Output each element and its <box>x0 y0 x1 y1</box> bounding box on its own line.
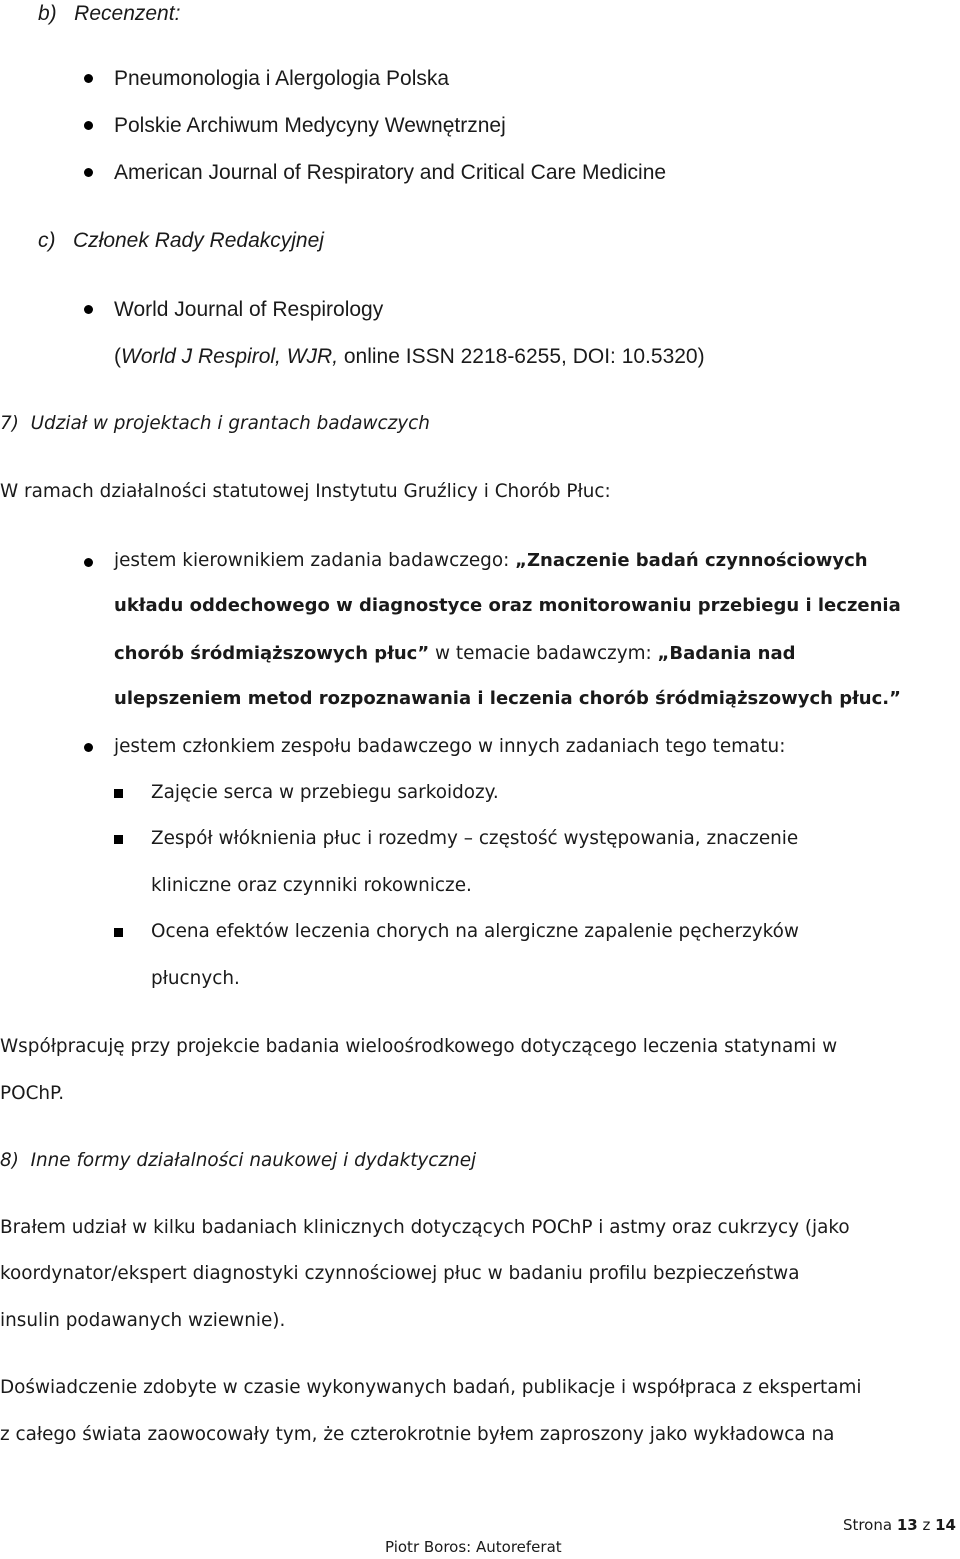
bullet-icon <box>84 305 93 314</box>
section-7-intro: W ramach działalności statutowej Instytutu Gruźlicy i Chorób Płuc: <box>0 481 611 502</box>
page-prefix: Strona <box>842 1516 897 1534</box>
bullet1-line1 <box>114 550 868 572</box>
section-b-heading: b) Recenzent: <box>38 2 181 25</box>
journal-abbrev: World J Respirol, WJR, <box>121 345 339 368</box>
topic-title-part2: ulepszeniem metod rozpoznawania i leczenia chorób śródmiąższowych płuc.” <box>114 688 901 709</box>
square-bullet-icon <box>114 928 123 937</box>
task-title-part3: chorób śródmiąższowych płuc” <box>114 643 430 664</box>
subitem-continuation: płucnych. <box>151 968 240 989</box>
footer-author: Piotr Boros: Autoreferat <box>385 1538 562 1556</box>
bullet-icon <box>84 168 93 177</box>
list-item: Pneumonologia i Alergologia Polska <box>114 67 450 90</box>
section-7-heading: 7) Udział w projektach i grantach badawczych <box>0 413 430 434</box>
page-mid: z <box>917 1516 936 1534</box>
square-bullet-icon <box>114 835 123 844</box>
paragraph-line: Doświadczenie zdobyte w czasie wykonywanych badań, publikacje i współpraca z ekspertami <box>0 1377 862 1398</box>
paragraph-line: insulin podawanych wziewnie). <box>0 1310 286 1331</box>
bullet2-text: jestem członkiem zespołu badawczego w innych zadaniach tego tematu: <box>114 736 786 757</box>
paren-open: ( <box>114 345 121 368</box>
journal-details <box>114 345 705 369</box>
paragraph-line: koordynator/ekspert diagnostyki czynnościowej płuc w badaniu profilu bezpieczeństwa <box>0 1263 800 1284</box>
page-number <box>843 1517 956 1534</box>
subitem: Ocena efektów leczenia chorych na alergiczne zapalenie pęcherzyków <box>151 921 799 942</box>
topic-title-part1: „Badania nad <box>657 643 796 664</box>
task-title-part2: układu oddechowego w diagnostyce oraz monitorowaniu przebiegu i leczenia <box>114 595 901 616</box>
bullet1-prefix: jestem kierownikiem zadania badawczego: <box>114 550 516 571</box>
list-item: American Journal of Respiratory and Critical Care Medicine <box>114 161 667 184</box>
page-current: 13 <box>896 1516 918 1534</box>
page-total: 14 <box>935 1516 956 1534</box>
subitem: Zajęcie serca w przebiegu sarkoidozy. <box>151 782 499 803</box>
subitem: Zespół włóknienia płuc i rozedmy – częstość występowania, znaczenie <box>151 828 799 849</box>
bullet-icon <box>84 743 93 752</box>
bullet1-mid: w temacie badawczym: <box>429 643 658 664</box>
subitem-continuation: kliniczne oraz czynniki rokownicze. <box>151 875 472 896</box>
bullet-icon <box>84 74 93 83</box>
paragraph-line: Brałem udział w kilku badaniach klinicznych dotyczących POChP i astmy oraz cukrzycy (jako <box>0 1217 850 1238</box>
list-item: World Journal of Respirology <box>114 298 384 321</box>
bullet-icon <box>84 121 93 130</box>
journal-issn-doi: online ISSN 2218-6255, DOI: 10.5320) <box>338 345 705 368</box>
task-title-part1: „Znaczenie badań czynnościowych <box>515 550 868 571</box>
paragraph-line: z całego świata zaowocowały tym, że czterokrotnie byłem zaproszony jako wykładowca na <box>0 1424 835 1445</box>
bullet-icon <box>84 558 93 567</box>
cooperation-line1: Współpracuję przy projekcie badania wieloośrodkowego dotyczącego leczenia statynami w <box>0 1036 838 1057</box>
square-bullet-icon <box>114 789 123 798</box>
list-item: Polskie Archiwum Medycyny Wewnętrznej <box>114 114 506 137</box>
section-8-heading: 8) Inne formy działalności naukowej i dydaktycznej <box>0 1150 477 1171</box>
section-c-heading: c) Członek Rady Redakcyjnej <box>38 229 324 252</box>
cooperation-line2: POChP. <box>0 1083 65 1104</box>
bullet1-line3 <box>114 643 796 665</box>
